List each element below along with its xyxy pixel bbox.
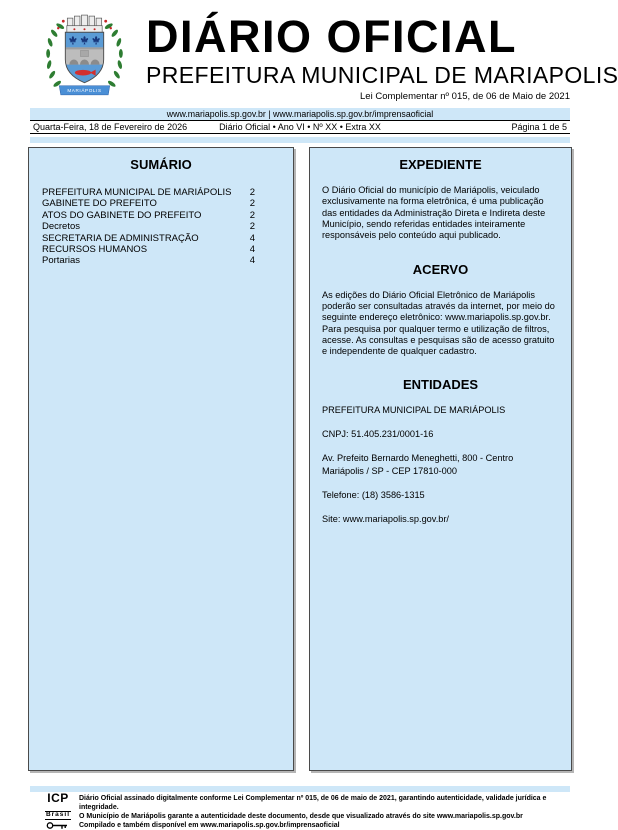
sumario-title: SUMÁRIO <box>130 157 192 172</box>
entidades-title: ENTIDADES <box>402 377 479 393</box>
expediente-box <box>309 147 572 771</box>
toc-entry-page: 4 <box>249 232 255 244</box>
icp-brasil-logo <box>40 792 76 830</box>
edition-date: Quarta-Feira, 18 de Fevereiro de 2026 <box>33 122 188 132</box>
sumario-box <box>28 147 294 771</box>
coat-of-arms-icon <box>33 6 136 107</box>
acervo-body: As edições do Diário Oficial Eletrônico de Mariápolis poderão ser consultadas através da internet, por meio do seguinte endereço eletrônico: www.mariapolis.sp.gov.br. Para pesquisa por qualquer termo e utilização de filtros, acesse. As consultas e pesquisas são de acesso gratuito e independente de qualquer cadastro. <box>322 289 555 357</box>
toc-entry-page: 2 <box>249 187 255 198</box>
toc-entry <box>42 210 255 221</box>
toc-entry-page: 2 <box>249 221 255 233</box>
toc-entry-page: 2 <box>249 198 255 210</box>
toc-entry <box>42 187 255 198</box>
fine-print-line1: Diário Oficial assinado digitalmente conforme Lei Complementar nº 015, de 06 de maio de 2021, garantindo autenticidade, validade jurídica e integridade. <box>79 795 547 812</box>
icp-logo-text: ICP <box>47 791 69 805</box>
toc-entry-page: 4 <box>249 255 255 267</box>
toc-entry-label: RECURSOS HUMANOS <box>42 243 148 255</box>
edition-label: Diário Oficial • Ano VI • Nº XX • Extra XX <box>219 122 381 132</box>
toc-entry-label: ATOS DO GABINETE DO PREFEITO <box>42 209 202 221</box>
toc-entry <box>42 221 255 232</box>
toc-entry-page: 2 <box>249 209 255 221</box>
toc-entry-page: 4 <box>249 243 255 255</box>
toc-entry <box>42 233 255 244</box>
page-subtitle: PREFEITURA MUNICIPAL DE MARIAPOLIS <box>146 61 618 88</box>
url-bar: www.mariapolis.sp.gov.br | www.mariapolis.sp.gov.br/imprensaoficial <box>30 108 570 120</box>
expediente-body: O Diário Oficial do município de Mariápolis, veiculado exclusivamente na forma eletrônica, é uma publicação das entidades da Administração Direta e Indireta deste Município, sendo referidas entidades inteiramente responsáveis pelo conteúdo aqui publicado. <box>322 185 546 241</box>
page-indicator: Página 1 de 5 <box>511 122 567 132</box>
toc-entry-label: Portarias <box>42 255 81 267</box>
toc-entry-label: PREFEITURA MUNICIPAL DE MARIÁPOLIS <box>42 187 232 198</box>
footer-divider-bar <box>30 786 570 792</box>
masthead <box>146 11 618 89</box>
legal-fine-print <box>79 794 580 830</box>
toc-entry <box>42 255 255 266</box>
acervo-title: ACERVO <box>412 261 469 277</box>
crest-ribbon <box>59 86 110 95</box>
toc-entry-label: SECRETARIA DE ADMINISTRAÇÃO <box>42 232 199 244</box>
entity-phone: Telefone: (18) 3586-1315 <box>322 489 425 500</box>
page-title: DIÁRIO OFICIAL <box>146 11 517 62</box>
fine-print-line3: Compilado e também disponível em www.mariapolis.sp.gov.br/imprensaoficial <box>79 822 340 830</box>
entity-name: PREFEITURA MUNICIPAL DE MARIÁPOLIS <box>322 405 506 416</box>
svg-text:MARIÁPOLIS: MARIÁPOLIS <box>67 88 102 94</box>
expediente-title: EXPEDIENTE <box>399 157 482 172</box>
toc-entry-label: Decretos <box>42 221 81 233</box>
fine-print-line2: O Município de Mariápolis garante a autenticidade deste documento, desde que visualizado através do site www.mariapolis.sp.gov.br <box>79 813 523 821</box>
entity-cnpj: CNPJ: 51.405.231/0001-16 <box>322 429 434 440</box>
law-reference: Lei Complementar nº 015, de 06 de Maio de 2021 <box>360 91 570 102</box>
entity-address-line2: Mariápolis / SP - CEP 17810-000 <box>322 466 457 477</box>
toc-entry-label: GABINETE DO PREFEITO <box>42 198 157 210</box>
sumario-list <box>42 187 255 267</box>
edition-info-row <box>30 120 570 134</box>
divider-bar <box>30 137 570 143</box>
icp-logo-subtext: Brasil <box>45 811 71 818</box>
toc-entry <box>42 244 255 255</box>
entity-address-line1: Av. Prefeito Bernardo Meneghetti, 800 - Centro <box>322 453 514 464</box>
entity-site: Site: www.mariapolis.sp.gov.br/ <box>322 513 449 524</box>
key-icon <box>46 821 70 830</box>
toc-entry <box>42 198 255 209</box>
